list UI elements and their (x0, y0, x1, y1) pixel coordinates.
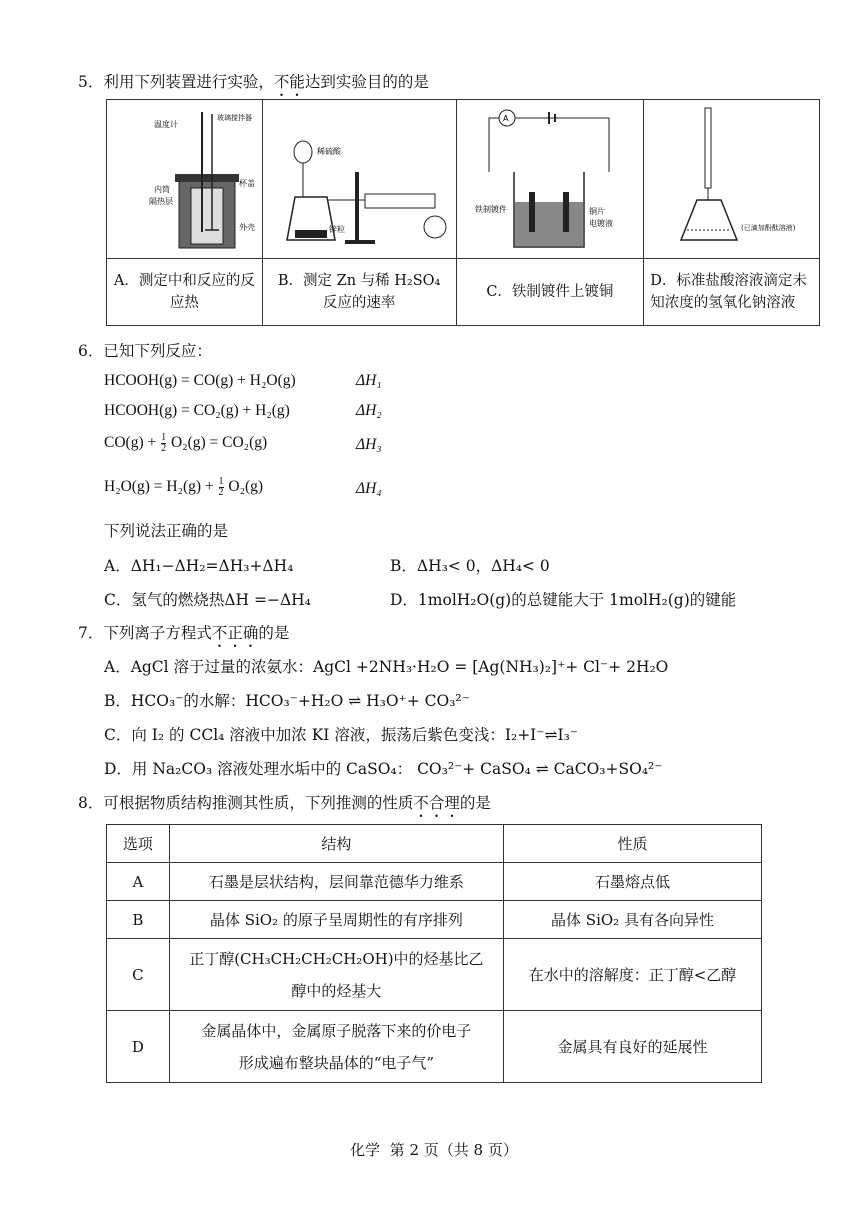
titration-diagram (647, 102, 817, 252)
q5-apparatus-table (106, 99, 820, 326)
half-fraction: $\frac{1}{2}$ (161, 432, 167, 454)
half-fraction: $\frac{1}{2}$ (218, 476, 224, 498)
svg-text:玻璃搅拌器: 玻璃搅拌器 (217, 114, 253, 122)
q6-dh-2: ΔH₂ (356, 402, 382, 419)
q6-option-a[interactable]: A．ΔH₁−ΔH₂=ΔH₃+ΔH₄ (104, 557, 294, 575)
table-row[interactable] (107, 1011, 762, 1083)
q6-reaction-4: H₂O(g) = H₂(g) + $\frac{1}{2}$ O₂(g) (104, 476, 264, 498)
row-property: 金属具有良好的延展性 (503, 1011, 761, 1083)
q8-stem: 8．可根据物质结构推测其性质，下列推测的性质不合理的是 (78, 794, 491, 812)
svg-text:内筒: 内筒 (154, 185, 171, 194)
row-property: 石墨熔点低 (503, 863, 761, 901)
svg-text:隔热层: 隔热层 (149, 197, 174, 206)
row-property: 晶体 SiO₂ 具有各向异性 (503, 901, 761, 939)
apparatus-b-cell (262, 100, 456, 259)
q5-option-a[interactable]: A．测定中和反应的反应热 (107, 259, 263, 326)
q6-option-d[interactable]: D．1molH₂O(g)的总键能大于 1molH₂(g)的键能 (390, 591, 737, 609)
q6-dh-1: ΔH₁ (356, 372, 382, 389)
electroplating-diagram (459, 102, 641, 252)
q6-option-c[interactable]: C．氢气的燃烧热ΔH =−ΔH₄ (104, 591, 311, 609)
q6-reaction-1: HCOOH(g) = CO(g) + H₂O(g) (104, 372, 296, 389)
svg-text:稀硫酸: 稀硫酸 (317, 147, 342, 156)
table-row[interactable] (107, 939, 762, 1011)
q6-reaction-2: HCOOH(g) = CO₂(g) + H₂(g) (104, 402, 290, 419)
q7-stem: 7．下列离子方程式不正确的是 (78, 624, 290, 642)
q5-option-d[interactable]: D．标准盐酸溶液滴定未知浓度的氢氧化钠溶液 (644, 259, 820, 326)
q5-option-b[interactable]: B．测定 Zn 与稀 H₂SO₄ 反应的速率 (262, 259, 456, 326)
q6-stem: 6．已知下列反应： (78, 342, 212, 360)
q6-question: 下列说法正确的是 (104, 522, 229, 540)
row-structure: 晶体 SiO₂ 的原子呈周期性的有序排列 (169, 901, 503, 939)
svg-text:电镀液: 电镀液 (588, 219, 613, 228)
svg-text:外壳: 外壳 (239, 223, 256, 232)
header-structure: 结构 (169, 825, 503, 863)
svg-text:温度计: 温度计 (154, 120, 179, 129)
row-structure: 石墨是层状结构，层间靠范德华力维系 (169, 863, 503, 901)
q6-dh-3: ΔH₃ (356, 436, 382, 453)
q8-table (106, 824, 762, 1083)
calorimeter-diagram (109, 102, 259, 252)
svg-text:铜片: 铜片 (588, 207, 605, 216)
header-property: 性质 (503, 825, 761, 863)
svg-text:锌粒: 锌粒 (329, 225, 346, 234)
q6-reaction-3: CO(g) + $\frac{1}{2}$ O₂(g) = CO₂(g) (104, 432, 268, 454)
header-option: 选项 (107, 825, 170, 863)
q7-option-d[interactable]: D．用 Na₂CO₃ 溶液处理水垢中的 CaSO₄： CO₃²⁻+ CaSO₄ ⇌ CaCO₃+SO₄²⁻ (104, 760, 663, 778)
row-property: 在水中的溶解度：正丁醇<乙醇 (503, 939, 761, 1011)
q5-option-c[interactable]: C．铁制镀件上镀铜 (456, 259, 644, 326)
apparatus-a-cell (107, 100, 263, 259)
q6-dh-4: ΔH₄ (356, 480, 382, 497)
q7-option-a[interactable]: A．AgCl 溶于过量的浓氨水：AgCl +2NH₃·H₂O = [Ag(NH₃)₂]⁺+ Cl⁻+ 2H₂O (104, 658, 669, 676)
q6-option-b[interactable]: B．ΔH₃< 0，ΔH₄< 0 (390, 557, 550, 575)
q7-option-c[interactable]: C．向 I₂ 的 CCl₄ 溶液中加浓 KI 溶液，振荡后紫色变浅：I₂+I⁻⇌I₃⁻ (104, 726, 578, 744)
row-structure: 金属晶体中，金属原子脱落下来的价电子 形成遍布整块晶体的“电子气” (169, 1011, 503, 1083)
table-row[interactable] (107, 901, 762, 939)
svg-text:杯盖: 杯盖 (239, 179, 256, 188)
svg-text:铁制镀件: 铁制镀件 (474, 205, 507, 214)
page-footer: 化学 第 2 页（共 8 页） (350, 1141, 518, 1159)
q7-option-b[interactable]: B．HCO₃⁻的水解：HCO₃⁻+H₂O ⇌ H₃O⁺+ CO₃²⁻ (104, 692, 470, 710)
svg-text:(已滴加酚酞溶液): (已滴加酚酞溶液) (740, 224, 796, 232)
table-row[interactable] (107, 863, 762, 901)
row-option: D (107, 1011, 170, 1083)
row-option: C (107, 939, 170, 1011)
row-structure: 正丁醇(CH₃CH₂CH₂CH₂OH)中的烃基比乙 醇中的烃基大 (169, 939, 503, 1011)
apparatus-c-cell (456, 100, 644, 259)
svg-text:A: A (502, 114, 509, 123)
row-option: A (107, 863, 170, 901)
q5-stem: 5．利用下列装置进行实验，不能达到实验目的的是 (78, 73, 429, 91)
row-option: B (107, 901, 170, 939)
gas-rate-diagram (265, 102, 453, 252)
apparatus-d-cell (644, 100, 820, 259)
